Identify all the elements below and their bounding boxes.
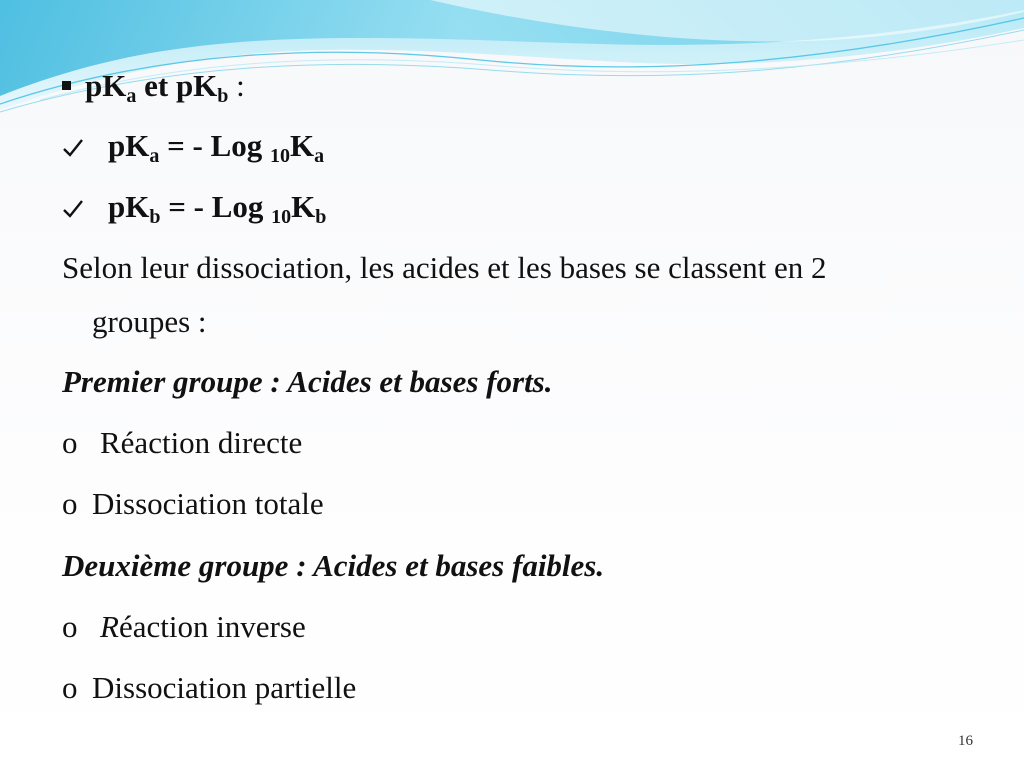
group-2-item-1: o Réaction inverse [62,607,306,647]
circle-bullet-icon: o [62,670,78,705]
intro-text-line-2: groupes : [92,304,207,339]
formula-pka: $pK_a$ = - Log $_{10}K_a$ [62,126,324,166]
formula-pkb: $pK_b$ = - Log $_{10}K_b$ [62,187,326,227]
group-1-title: Premier groupe : Acides et bases forts. [62,364,553,399]
page-number: 16 [958,733,973,749]
circle-bullet-icon: o [62,425,78,460]
decorative-wave-header [0,0,1024,130]
square-bullet-icon [62,81,71,90]
group-1-item-2: o Dissociation totale [62,484,324,524]
group-2-item-2: o Dissociation partielle [62,668,356,708]
circle-bullet-icon: o [62,486,78,521]
circle-bullet-icon: o [62,609,78,644]
check-icon [62,187,108,227]
heading-pka-pkb: $pK_a$ et $pK_b$ : [62,66,245,106]
check-icon [62,126,108,166]
intro-text-line-1: Selon leur dissociation, les acides et les bases se classent en 2 [62,250,827,285]
group-1-item-1: o Réaction directe [62,423,302,463]
group-2-title: Deuxième groupe : Acides et bases faibles. [62,548,605,583]
